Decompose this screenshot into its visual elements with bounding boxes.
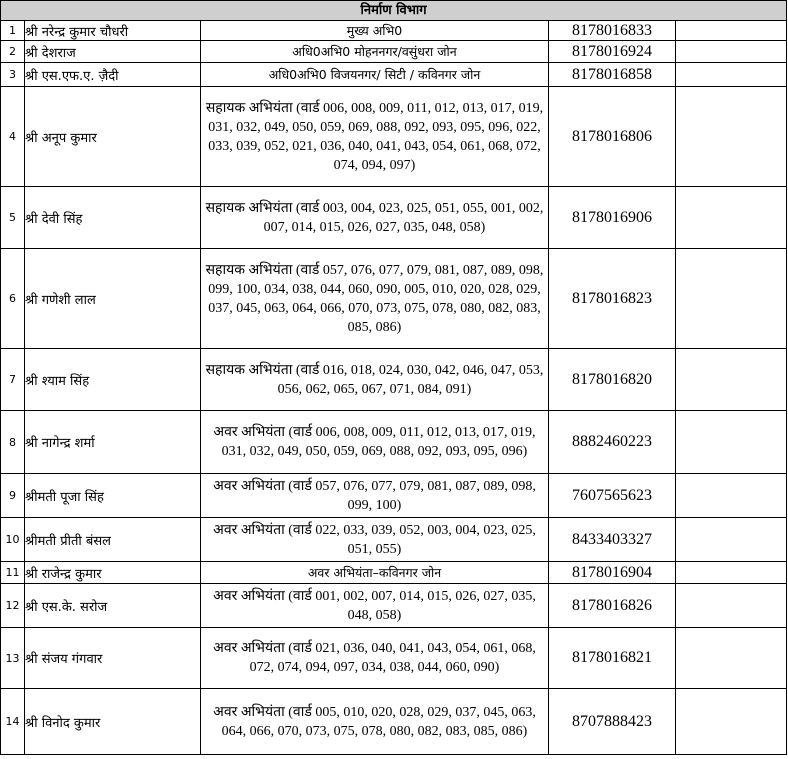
officer-name: श्री श्याम सिंह — [25, 349, 201, 411]
phone-number: 8178016858 — [549, 63, 676, 87]
empty-cell — [676, 349, 787, 411]
serial-number: 12 — [1, 584, 25, 628]
phone-number: 8178016833 — [549, 21, 676, 41]
serial-number: 1 — [1, 21, 25, 41]
serial-number: 7 — [1, 349, 25, 411]
serial-number: 8 — [1, 411, 25, 474]
designation: अवर अभियंता (वार्ड 005, 010, 020, 028, 029, 037, 045, 063, 064, 066, 070, 073, 075, 078, 080, 082, 083, 085, 086) — [201, 689, 549, 755]
table-row — [1, 87, 787, 187]
empty-cell — [676, 562, 787, 584]
table-row — [1, 562, 787, 584]
officer-name: श्री संजय गंगवार — [25, 628, 201, 689]
serial-number: 11 — [1, 562, 25, 584]
designation: अवर अभियंता (वार्ड 006, 008, 009, 011, 012, 013, 017, 019, 031, 032, 049, 050, 059, 069, 088, 092, 093, 095, 096) — [201, 411, 549, 474]
officer-name: श्रीमती पूजा सिंह — [25, 474, 201, 518]
phone-number: 8178016820 — [549, 349, 676, 411]
table-row — [1, 41, 787, 63]
table-header-row — [1, 1, 787, 21]
empty-cell — [676, 187, 787, 249]
designation: अधि0अभि0 मोहननगर/वसुंधरा जोन — [201, 41, 549, 63]
designation: सहायक अभियंता (वार्ड 003, 004, 023, 025, 051, 055, 001, 002, 007, 014, 015, 026, 027, 035, 048, 058) — [201, 187, 549, 249]
empty-cell — [676, 584, 787, 628]
table-row — [1, 349, 787, 411]
empty-cell — [676, 411, 787, 474]
officer-name: श्री अनूप कुमार — [25, 87, 201, 187]
empty-cell — [676, 21, 787, 41]
designation: मुख्य अभि0 — [201, 21, 549, 41]
designation: सहायक अभियंता (वार्ड 006, 008, 009, 011, 012, 013, 017, 019, 031, 032, 049, 050, 059, 069, 088, 092, 093, 095, 096, 022, 033, 039, 052, 021, 036, 040, 041, 043, 054, 061, 068, 072, 074, 094, 097) — [201, 87, 549, 187]
serial-number: 5 — [1, 187, 25, 249]
empty-cell — [676, 518, 787, 562]
phone-number: 8882460223 — [549, 411, 676, 474]
empty-cell — [676, 628, 787, 689]
serial-number: 3 — [1, 63, 25, 87]
serial-number: 14 — [1, 689, 25, 755]
designation: सहायक अभियंता (वार्ड 016, 018, 024, 030, 042, 046, 047, 053, 056, 062, 065, 067, 071, 084, 091) — [201, 349, 549, 411]
table-row — [1, 411, 787, 474]
designation: अवर अभियंता (वार्ड 057, 076, 077, 079, 081, 087, 089, 098, 099, 100) — [201, 474, 549, 518]
officer-name: श्री नागेन्द्र शर्मा — [25, 411, 201, 474]
phone-number: 8178016826 — [549, 584, 676, 628]
phone-number: 8178016904 — [549, 562, 676, 584]
officer-name: श्री विनोद कुमार — [25, 689, 201, 755]
serial-number: 9 — [1, 474, 25, 518]
table-row — [1, 584, 787, 628]
designation: अवर अभियंता (वार्ड 021, 036, 040, 041, 043, 054, 061, 068, 072, 074, 094, 097, 034, 038, 044, 060, 090) — [201, 628, 549, 689]
empty-cell — [676, 474, 787, 518]
designation: अवर अभियंता (वार्ड 001, 002, 007, 014, 015, 026, 027, 035, 048, 058) — [201, 584, 549, 628]
officer-name: श्रीमती प्रीती बंसल — [25, 518, 201, 562]
serial-number: 4 — [1, 87, 25, 187]
table-row — [1, 628, 787, 689]
empty-cell — [676, 87, 787, 187]
designation: अधि0अभि0 विजयनगर/ सिटी / कविनगर जोन — [201, 63, 549, 87]
phone-number: 8707888423 — [549, 689, 676, 755]
officer-name: श्री देशराज — [25, 41, 201, 63]
table-row — [1, 689, 787, 755]
phone-number: 8178016924 — [549, 41, 676, 63]
table-row — [1, 187, 787, 249]
table-row — [1, 474, 787, 518]
empty-cell — [676, 689, 787, 755]
officer-name: श्री गणेशी लाल — [25, 249, 201, 349]
serial-number: 10 — [1, 518, 25, 562]
designation: सहायक अभियंता (वार्ड 057, 076, 077, 079, 081, 087, 089, 098, 099, 100, 034, 038, 044, 060, 090, 005, 010, 020, 028, 029, 037, 045, 063, 064, 066, 070, 073, 075, 078, 080, 082, 083, 085, 086) — [201, 249, 549, 349]
designation: अवर अभियंता (वार्ड 022, 033, 039, 052, 003, 004, 023, 025, 051, 055) — [201, 518, 549, 562]
phone-number: 7607565623 — [549, 474, 676, 518]
phone-number: 8178016821 — [549, 628, 676, 689]
phone-number: 8433403327 — [549, 518, 676, 562]
designation: अवर अभियंता–कविनगर जोन — [201, 562, 549, 584]
officer-name: श्री एस.के. सरोज — [25, 584, 201, 628]
serial-number: 2 — [1, 41, 25, 63]
officer-name: श्री एस.एफ.ए. ज़ैदी — [25, 63, 201, 87]
phone-number: 8178016823 — [549, 249, 676, 349]
phone-number: 8178016806 — [549, 87, 676, 187]
empty-cell — [676, 249, 787, 349]
table-row — [1, 249, 787, 349]
officer-name: श्री नरेन्द्र कुमार चौधरी — [25, 21, 201, 41]
empty-cell — [676, 63, 787, 87]
officer-name: श्री राजेन्द्र कुमार — [25, 562, 201, 584]
table-row — [1, 518, 787, 562]
empty-cell — [676, 41, 787, 63]
department-title: निर्माण विभाग — [1, 1, 787, 21]
table-row — [1, 63, 787, 87]
table-row — [1, 21, 787, 41]
officer-name: श्री देवी सिंह — [25, 187, 201, 249]
serial-number: 13 — [1, 628, 25, 689]
phone-number: 8178016906 — [549, 187, 676, 249]
serial-number: 6 — [1, 249, 25, 349]
